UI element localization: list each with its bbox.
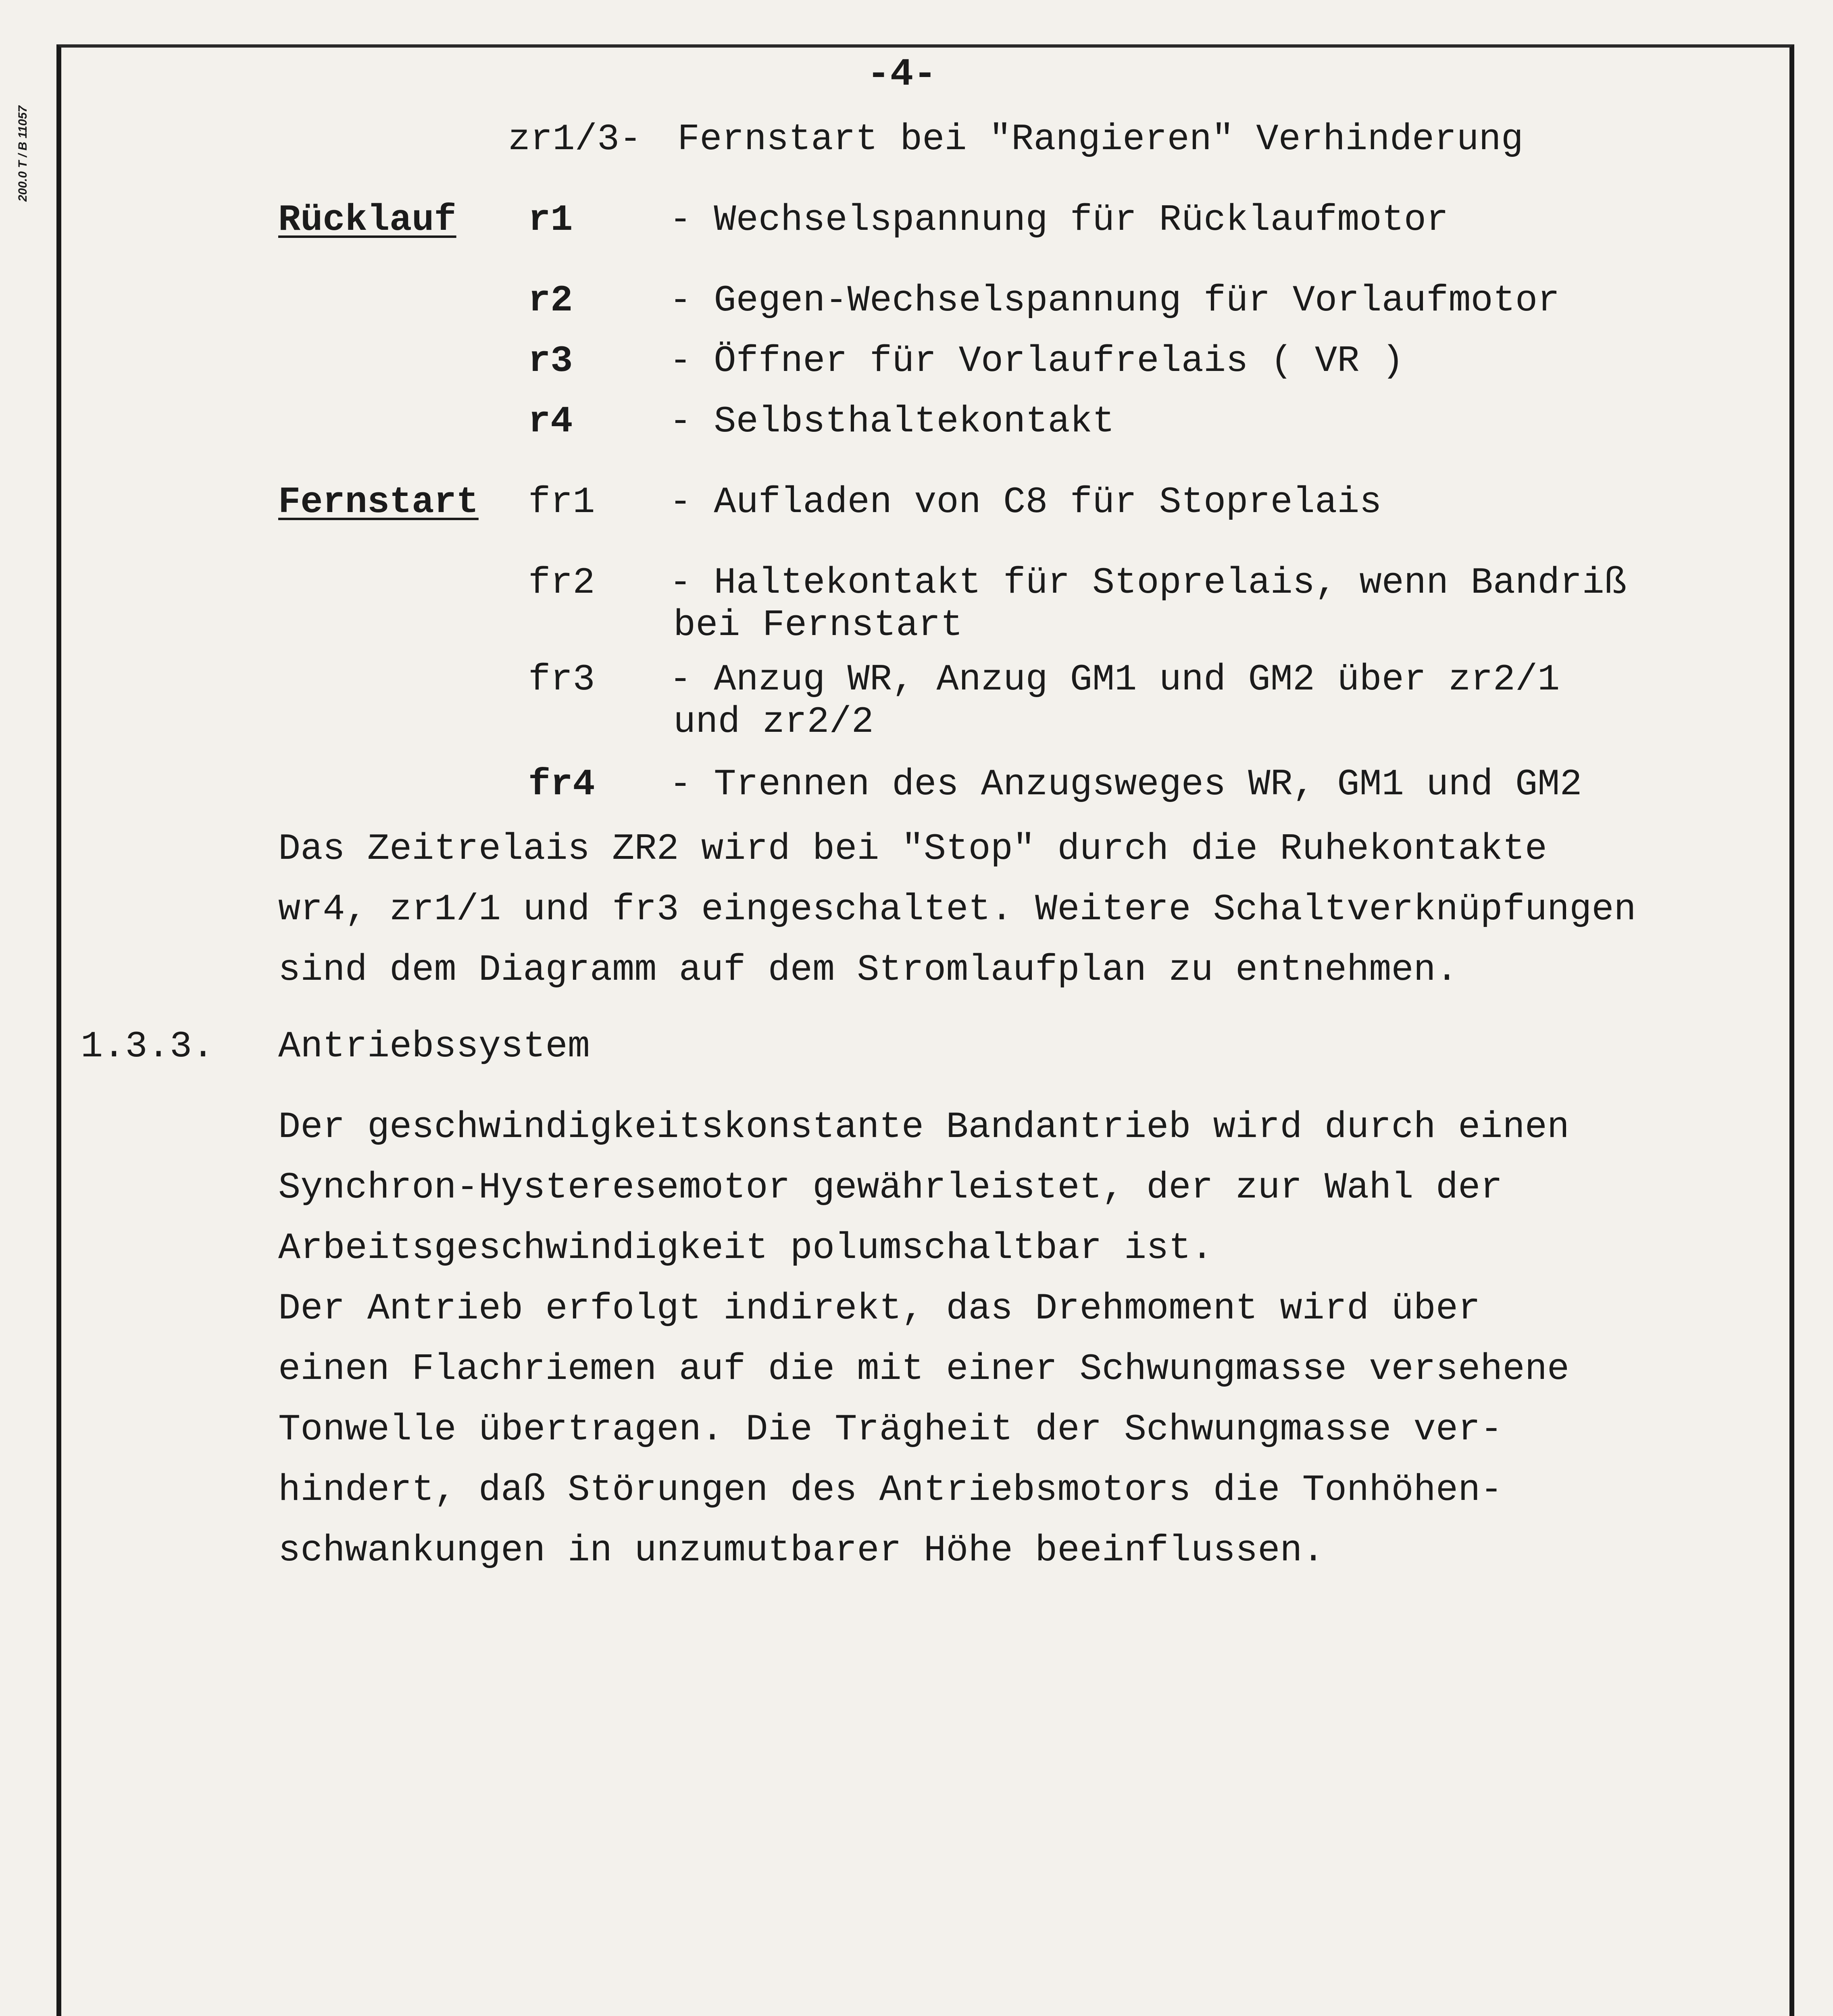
page-number: -4- bbox=[867, 52, 937, 96]
paragraph-line: sind dem Diagramm auf dem Stromlaufplan zu entnehmen. bbox=[278, 949, 1458, 991]
contact-code-fr2: fr2 bbox=[528, 562, 595, 604]
paragraph-line: Das Zeitrelais ZR2 wird bei "Stop" durch die Ruhekontakte bbox=[278, 828, 1547, 870]
contact-desc-fr1: - Aufladen von C8 für Stoprelais bbox=[669, 481, 1382, 523]
paragraph-line: Arbeitsgeschwindigkeit polumschaltbar ist. bbox=[278, 1227, 1213, 1269]
contact-desc-r1: - Wechselspannung für Rücklaufmotor bbox=[669, 199, 1449, 241]
paragraph-line: Tonwelle übertragen. Die Trägheit der Schwungmasse ver- bbox=[278, 1408, 1503, 1451]
group-label-ruecklauf: Rücklauf bbox=[278, 199, 456, 241]
paragraph-line: wr4, zr1/1 und fr3 eingeschaltet. Weitere Schaltverknüpfungen bbox=[278, 888, 1636, 931]
contact-desc-fr3-cont: und zr2/2 bbox=[673, 701, 874, 743]
paragraph-line: Der geschwindigkeitskonstante Bandantrieb wird durch einen bbox=[278, 1106, 1570, 1148]
contact-code-r4: r4 bbox=[528, 400, 573, 443]
contact-code-fr1: fr1 bbox=[528, 481, 595, 523]
contact-code-r3: r3 bbox=[528, 340, 573, 382]
contact-desc-fr3: - Anzug WR, Anzug GM1 und GM2 über zr2/1 bbox=[669, 658, 1560, 701]
paragraph-line: Der Antrieb erfolgt indirekt, das Drehmoment wird über bbox=[278, 1287, 1481, 1330]
contact-code-zr13: zr1/3- bbox=[508, 118, 642, 160]
paragraph-line: Synchron-Hysteresemotor gewährleistet, der zur Wahl der bbox=[278, 1166, 1503, 1209]
group-label-fernstart: Fernstart bbox=[278, 481, 479, 523]
paragraph-line: hindert, daß Störungen des Antriebsmotors die Tonhöhen- bbox=[278, 1469, 1503, 1511]
section-title: Antriebssystem bbox=[278, 1025, 590, 1068]
contact-desc-fr4: - Trennen des Anzugsweges WR, GM1 und GM2 bbox=[669, 763, 1582, 806]
contact-desc-r2: - Gegen-Wechselspannung für Vorlaufmotor bbox=[669, 279, 1560, 322]
contact-code-r2: r2 bbox=[528, 279, 573, 322]
paragraph-line: einen Flachriemen auf die mit einer Schwungmasse versehene bbox=[278, 1348, 1570, 1390]
paragraph-line: schwankungen in unzumutbarer Höhe beeinflussen. bbox=[278, 1529, 1325, 1572]
contact-desc-fr2: - Haltekontakt für Stoprelais, wenn Bandriß bbox=[669, 562, 1627, 604]
contact-code-fr4: fr4 bbox=[528, 763, 595, 806]
contact-code-r1: r1 bbox=[528, 199, 573, 241]
margin-form-code-top: 200.0 T / B 11057 bbox=[16, 106, 29, 202]
contact-code-fr3: fr3 bbox=[528, 658, 595, 701]
contact-desc-r3: - Öffner für Vorlaufrelais ( VR ) bbox=[669, 340, 1404, 382]
contact-desc-r4: - Selbsthaltekontakt bbox=[669, 400, 1115, 443]
contact-desc-zr13: Fernstart bei "Rangieren" Verhinderung bbox=[677, 118, 1523, 160]
section-number: 1.3.3. bbox=[81, 1025, 215, 1068]
margin-printer-imprint bbox=[16, 1960, 36, 2016]
contact-desc-fr2-cont: bei Fernstart bbox=[673, 604, 963, 646]
